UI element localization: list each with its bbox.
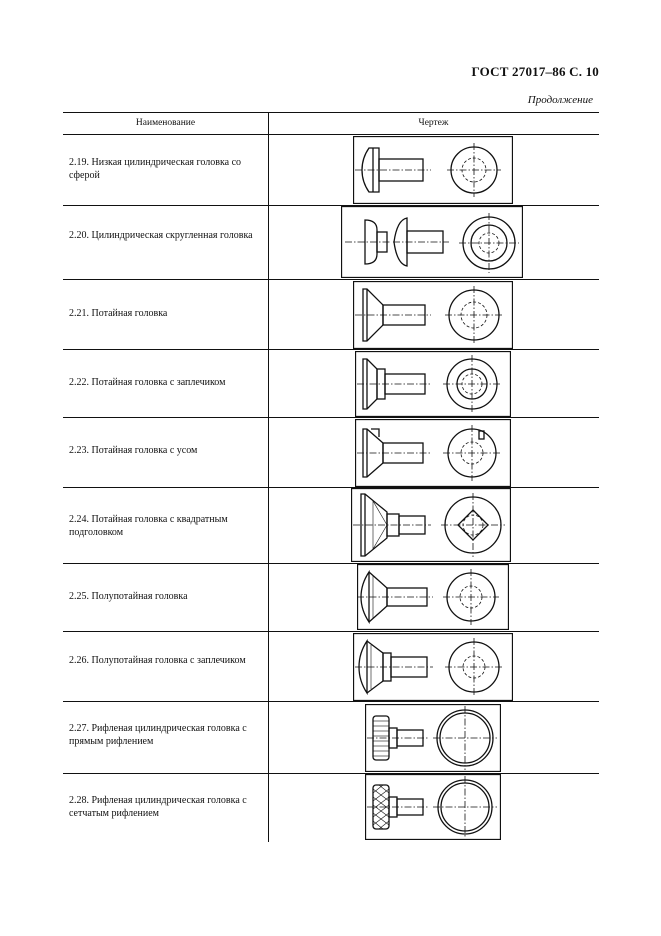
table-row — [63, 702, 599, 774]
table-row — [63, 134, 599, 206]
straight-knurled-cylindrical-head-drawing — [365, 704, 501, 772]
countersunk-head-with-shoulder-drawing — [355, 351, 511, 417]
table-row — [63, 280, 599, 350]
table-row — [63, 206, 599, 280]
table-row — [63, 774, 599, 842]
table-top-rule — [63, 112, 599, 113]
table-row — [63, 418, 599, 488]
raised-countersunk-head-with-shoulder-drawing — [353, 633, 513, 701]
low-cylindrical-spherical-head-drawing — [353, 136, 513, 204]
row-label: 2.20. Цилиндрическая скругленная головка — [69, 230, 253, 241]
row-label: 2.28. Рифленая цилиндрическая головка с сетчатым рифлением — [69, 795, 247, 819]
row-label: 2.24. Потайная головка с квадратным подголовком — [69, 514, 228, 538]
continuation-label: Продолжение — [527, 94, 593, 106]
table-row — [63, 564, 599, 632]
column-header-drawing: Чертеж — [418, 118, 449, 128]
countersunk-head-square-neck-drawing — [351, 488, 511, 562]
diamond-knurled-cylindrical-head-drawing — [365, 774, 501, 840]
cylindrical-rounded-head-drawing — [341, 206, 523, 278]
table-row — [63, 632, 599, 702]
document-reference: ГОСТ 27017–86 С. 10 — [471, 64, 599, 79]
countersunk-head-drawing — [353, 281, 513, 349]
row-label: 2.27. Рифленая цилиндрическая головка с прямым рифлением — [69, 723, 247, 747]
table-row — [63, 488, 599, 564]
countersunk-head-with-nib-drawing — [355, 419, 511, 487]
raised-countersunk-head-drawing — [357, 564, 509, 630]
row-label: 2.21. Потайная головка — [69, 308, 168, 319]
table-row — [63, 350, 599, 418]
row-label: 2.23. Потайная головка с усом — [69, 445, 198, 456]
row-label: 2.25. Полупотайная головка — [69, 591, 188, 602]
row-label: 2.26. Полупотайная головка с заплечиком — [69, 655, 246, 666]
column-header-name: Наименование — [135, 118, 196, 128]
row-label: 2.22. Потайная головка с заплечиком — [69, 377, 226, 388]
row-label: 2.19. Низкая цилиндрическая головка со сферой — [69, 157, 242, 181]
